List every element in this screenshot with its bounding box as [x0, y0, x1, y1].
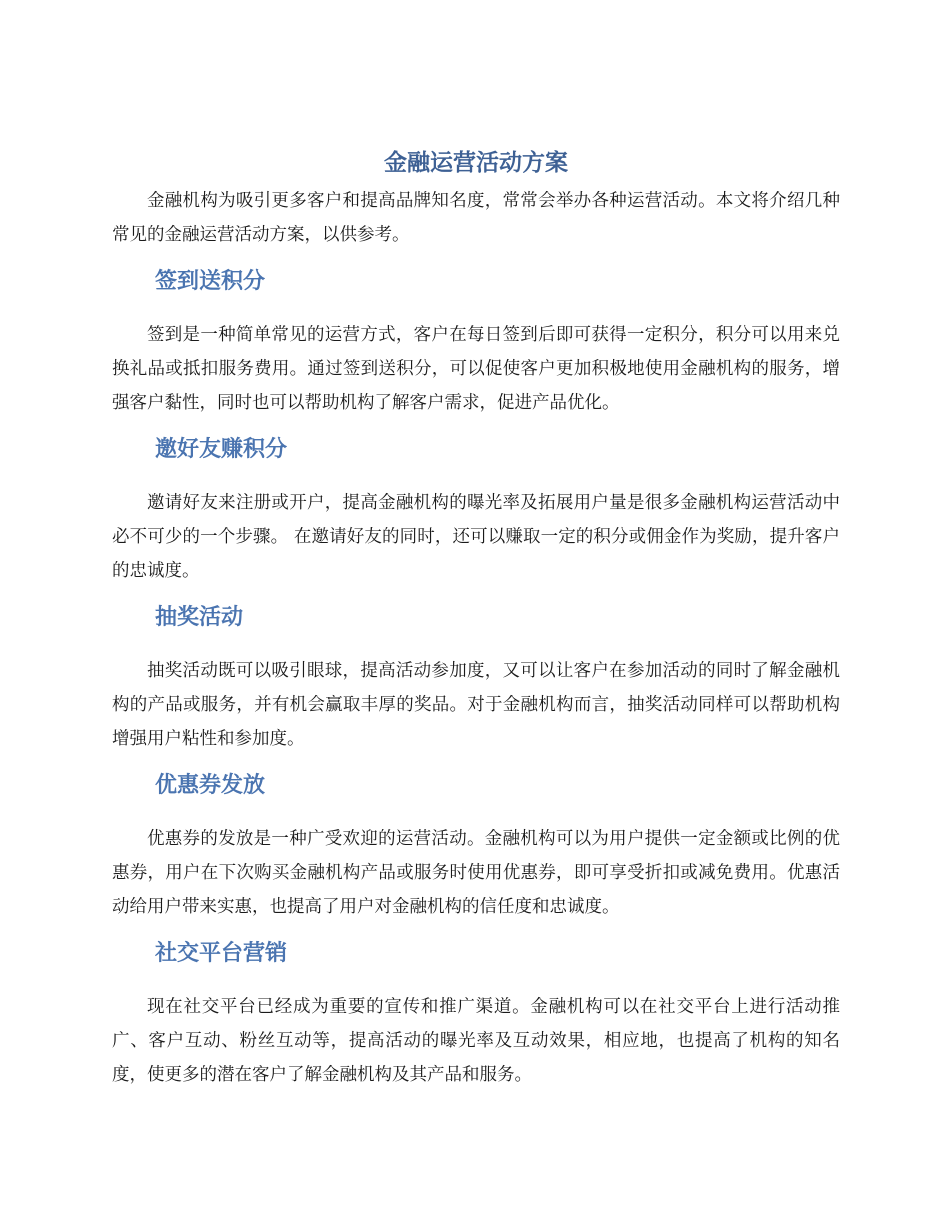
section-paragraph: 抽奖活动既可以吸引眼球，提高活动参加度，又可以让客户在参加活动的同时了解金融机构的产品或服务，并有机会赢取丰厚的奖品。对于金融机构而言，抽奖活动同样可以帮助机构增强用户粘性和参加度。 — [112, 661, 840, 749]
section-invite-friends — [112, 432, 840, 588]
section-heading: 社交平台营销 — [155, 941, 288, 966]
document-content — [112, 146, 840, 1092]
section-paragraph: 现在社交平台已经成为重要的宣传和推广渠道。金融机构可以在社交平台上进行活动推广、客户互动、粉丝互动等，提高活动的曝光率及互动效果，相应地，也提高了机构的知名度，使更多的潜在客户了解金融机构及其产品和服务。 — [112, 997, 840, 1085]
intro-paragraph: 金融机构为吸引更多客户和提高品牌知名度，常常会举办各种运营活动。本文将介绍几种常见的金融运营活动方案，以供参考。 — [112, 191, 840, 245]
section-heading: 签到送积分 — [155, 269, 266, 294]
section-heading: 抽奖活动 — [155, 605, 244, 630]
section-paragraph: 签到是一种简单常见的运营方式，客户在每日签到后即可获得一定积分，积分可以用来兑换礼品或抵扣服务费用。通过签到送积分，可以促使客户更加积极地使用金融机构的服务，增强客户黏性，同时也可以帮助机构了解客户需求，促进产品优化。 — [112, 325, 840, 413]
section-paragraph: 优惠券的发放是一种广受欢迎的运营活动。金融机构可以为用户提供一定金额或比例的优惠券，用户在下次购买金融机构产品或服务时使用优惠券，即可享受折扣或减免费用。优惠活动给用户带来实惠，也提高了用户对金融机构的信任度和忠诚度。 — [112, 829, 840, 917]
section-heading: 优惠券发放 — [155, 773, 266, 798]
section-paragraph: 邀请好友来注册或开户，提高金融机构的曝光率及拓展用户量是很多金融机构运营活动中必不可少的一个步骤。 在邀请好友的同时，还可以赚取一定的积分或佣金作为奖励，提升客户的忠诚度。 — [112, 493, 840, 581]
section-sign-in-points — [112, 264, 840, 420]
section-lottery — [112, 600, 840, 756]
section-social-marketing — [112, 936, 840, 1092]
document-title: 金融运营活动方案 — [384, 150, 568, 176]
section-coupons — [112, 768, 840, 924]
section-heading: 邀好友赚积分 — [155, 437, 288, 462]
